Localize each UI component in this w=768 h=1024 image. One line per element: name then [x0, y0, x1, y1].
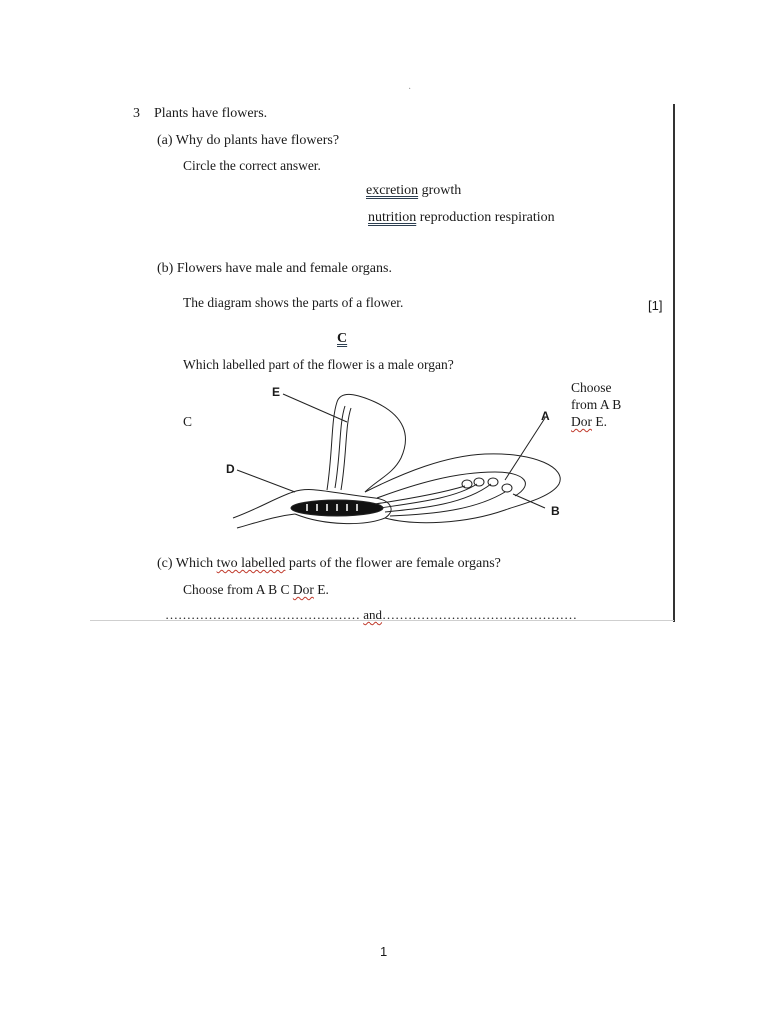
part-a-label: (a) Why do plants have flowers? [157, 133, 340, 148]
label-b: B [551, 504, 560, 518]
choose-pre: Choose from A B C [183, 582, 293, 597]
dor-word: Dor [571, 414, 592, 429]
label-e: E [272, 385, 281, 399]
answer-left[interactable]: ……………………………………… [165, 607, 360, 622]
leader-d [237, 470, 295, 492]
right-border [673, 104, 675, 622]
question-number: 3 [133, 106, 140, 121]
part-b-diagram-intro: The diagram shows the parts of a flower. [183, 295, 404, 310]
header-mark: · [408, 84, 412, 95]
answer-and: and [363, 607, 383, 622]
choose-line-1: Choose [571, 380, 612, 395]
part-c-label [157, 556, 501, 572]
option-respiration[interactable]: respiration [494, 210, 555, 225]
part-b-question: Which labelled part of the flower is a male organ? [183, 357, 454, 372]
part-c-post: parts of the flower are female organs? [285, 556, 501, 571]
choose-note [571, 379, 621, 430]
answer-right[interactable]: ……………………………………… [382, 607, 578, 622]
choose-line-2: from A B [571, 397, 622, 412]
side-answer: C [183, 414, 193, 429]
option-growth[interactable]: growth [421, 183, 462, 198]
part-c-choose [183, 582, 329, 598]
option-nutrition[interactable]: nutrition [368, 210, 417, 225]
petal-e-outline [327, 394, 405, 492]
question-intro: Plants have flowers. [154, 106, 268, 121]
marks-label: [1] [648, 298, 663, 313]
answer-options-row1 [366, 183, 461, 199]
answer-options-row2 [368, 210, 555, 226]
stamens [375, 478, 512, 516]
flower-stalk [233, 492, 293, 518]
part-a-instruction: Circle the correct answer. [183, 158, 321, 173]
choose-underlined: Dor [292, 582, 314, 597]
choose-line-3: Dor E. [571, 414, 607, 429]
part-c-pre: (c) Which [157, 556, 217, 571]
page-number: 1 [380, 944, 388, 959]
leader-e [283, 394, 347, 422]
lower-petal [365, 454, 560, 523]
answer-line[interactable] [165, 607, 577, 623]
part-b-label: (b) Flowers have male and female organs. [157, 261, 392, 276]
option-reproduction[interactable]: reproduction [419, 210, 492, 225]
answer-mark: C [337, 331, 348, 346]
leader-a [505, 418, 545, 480]
flower-stalk-lower [237, 514, 295, 528]
label-d: D [226, 462, 235, 476]
choose-post: E. [313, 582, 329, 597]
label-a: A [541, 409, 550, 423]
part-c-underlined: two labelled [216, 556, 286, 571]
flower-diagram [215, 380, 575, 540]
option-excretion[interactable]: excretion [366, 183, 419, 198]
